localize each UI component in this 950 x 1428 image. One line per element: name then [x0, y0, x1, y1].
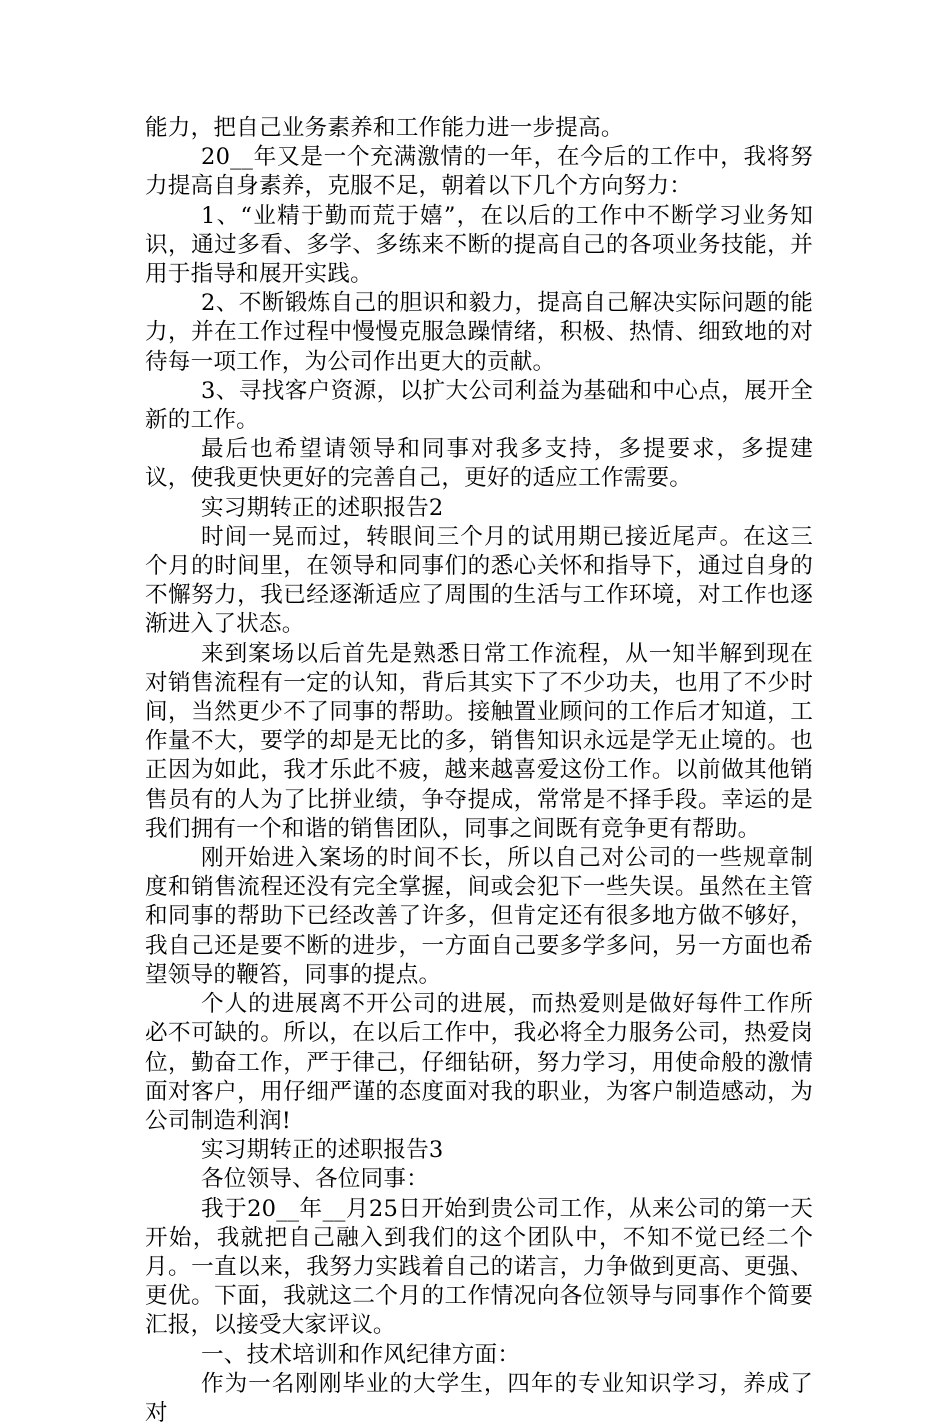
subsection-heading-1: 一、技术培训和作风纪律方面：: [201, 1341, 521, 1368]
salutation: 各位领导、各位同事：: [201, 1166, 429, 1193]
paragraph-4: 2、不断锻炼自己的胆识和毅力，提高自己解决实际问题的能力，并在工作过程中慢慢克服急躁情绪，积极、热情、细致地的对待每一项工作，为公司作出更大的贡献。: [145, 290, 813, 375]
paragraph-9: 来到案场以后首先是熟悉日常工作流程，从一知半解到现在对销售流程有一定的认知，背后其实下了不少功夫，也用了不少时间，当然更少不了同事的帮助。接触置业顾问的工作后才知道，工作量不大，要学的却是无比的多，销售知识永远是学无止境的。也正因为如此，我才乐此不疲，越来越喜爱这份工作。以前做其他销售员有的人为了比拼业绩，争夺提成，常常是不择手段。幸运的是我们拥有一个和谐的销售团队，同事之间既有竞争更有帮助。: [145, 640, 813, 842]
paragraph-16: 作为一名刚刚毕业的大学生，四年的专业知识学习，养成了对: [145, 1370, 813, 1426]
section-heading-3: 实习期转正的述职报告3: [201, 1137, 444, 1164]
document-body: [145, 114, 813, 1428]
paragraph-3: 1、“业精于勤而荒于嬉”，在以后的工作中不断学习业务知识，通过多看、多学、多练来不断的提高自己的各项业务技能，并用于指导和展开实践。: [145, 202, 813, 288]
paragraph-10: 刚开始进入案场的时间不长，所以自己对公司的一些规章制度和销售流程还没有完全掌握，间或会犯下一些失误。虽然在主管和同事的帮助下已经改善了许多，但肯定还有很多地方做不够好，我自己还是要不断的进步，一方面自己要多学多问，另一方面也希望领导的鞭笞，同事的提点。: [145, 845, 813, 988]
paragraph-2: 20__年又是一个充满激情的一年，在今后的工作中，我将努力提高自身素养，克服不足，朝着以下几个方向努力：: [145, 144, 813, 200]
paragraph-14: 我于20__年__月25日开始到贵公司工作，从来公司的第一天开始，我就把自己融入到我们的这个团队中，不知不觉已经二个月。一直以来，我努力实践着自己的诺言，力争做到更高、更强、更优。下面，我就这二个月的工作情况向各位领导与同事作个简要汇报，以接受大家评议。: [145, 1195, 813, 1339]
paragraph-5: 3、寻找客户资源，以扩大公司利益为基础和中心点，展开全新的工作。: [145, 377, 813, 434]
section-heading-2: 实习期转正的述职报告2: [201, 494, 444, 521]
paragraph-1: 能力，把自己业务素养和工作能力进一步提高。: [145, 115, 624, 141]
paragraph-11: 个人的进展离不开公司的进展，而热爱则是做好每件工作所必不可缺的。所以，在以后工作中，我必将全力服务公司，热爱岗位，勤奋工作，严于律己，仔细钻研，努力学习，用使命般的激情面对客户，用仔细严谨的态度面对我的职业，为客户制造感动，为公司制造利润!: [145, 991, 813, 1134]
paragraph-8: 时间一晃而过，转眼间三个月的试用期已接近尾声。在这三个月的时间里，在领导和同事们的悉心关怀和指导下，通过自身的不懈努力，我已经逐渐适应了周围的生活与工作环境，对工作也逐渐进入了状态。: [145, 523, 813, 638]
paragraph-6: 最后也希望请领导和同事对我多支持，多提要求，多提建议，使我更快更好的完善自己，更好的适应工作需要。: [145, 436, 813, 492]
